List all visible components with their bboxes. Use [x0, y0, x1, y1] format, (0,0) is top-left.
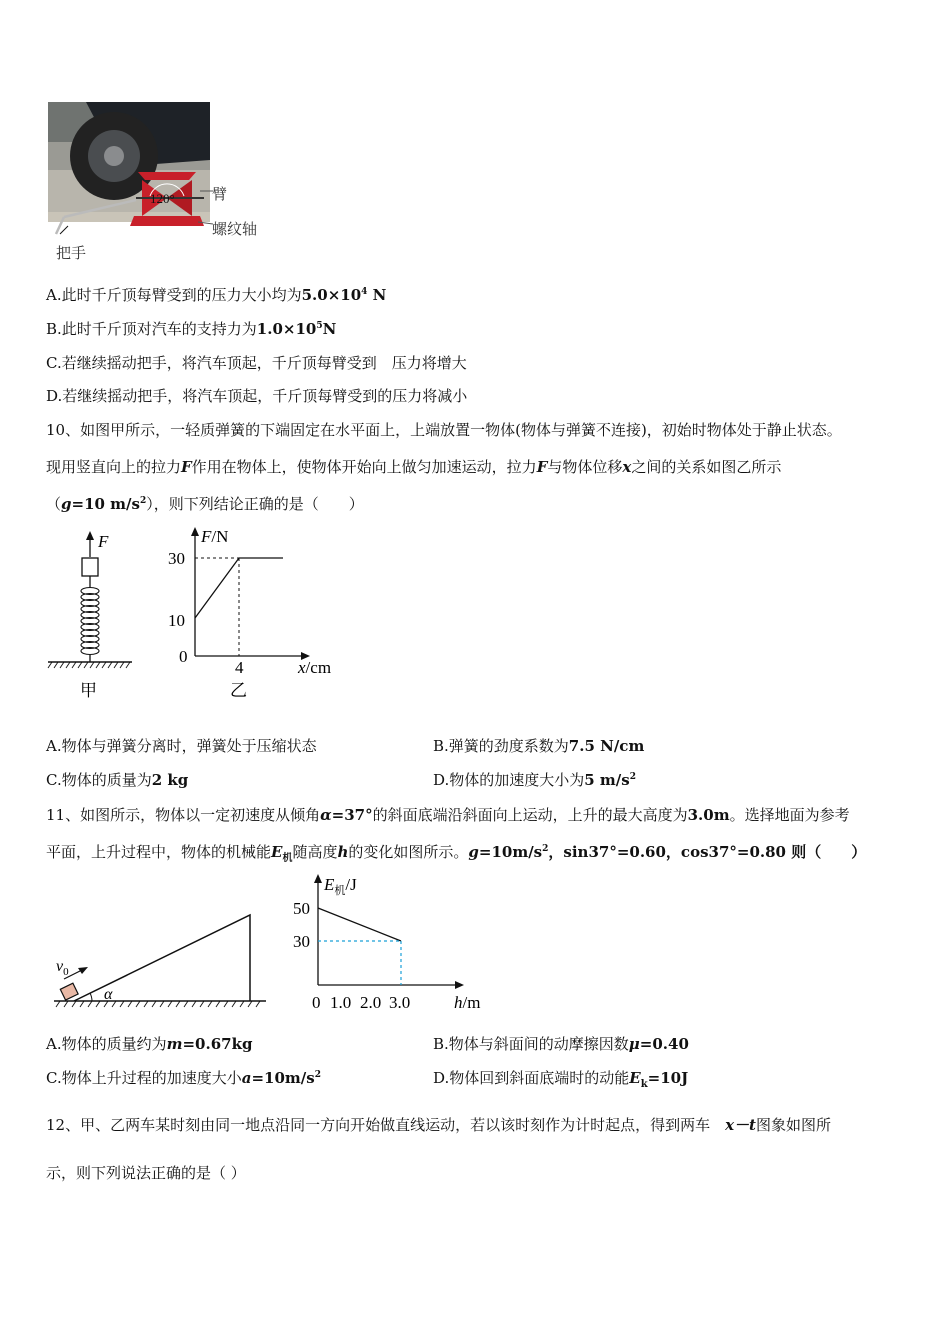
spring-force-label: F	[98, 532, 109, 551]
q11-option-a: A.物体的质量约为m=0.67kg	[46, 1035, 253, 1053]
incline-diagram	[54, 915, 266, 1007]
q10-option-c: C.物体的质量为2 kg	[46, 771, 189, 789]
q11-option-d: D.物体回到斜面底端时的动能$E_k=10J$	[433, 1069, 689, 1090]
q11-stem-line1: 11、如图所示，物体以一定初速度从倾角α=37°的斜面底端沿斜面向上运动，上升的最大高度为3.0m。选择地面为参考	[46, 806, 850, 824]
sliding-block	[60, 983, 78, 1000]
q10-stem-line2: 现用竖直向上的拉力F作用在物体上，使物体开始向上做匀加速运动，拉力F与物体位移x之间的关系如图乙所示	[46, 458, 782, 476]
q11-graph-xlabel: h/m	[454, 993, 481, 1012]
q11-figure	[44, 868, 504, 1018]
spring-diagram	[48, 531, 132, 700]
q11-xtick-3: 3.0	[389, 993, 411, 1012]
incline-alpha-label: α	[104, 986, 113, 1003]
jack-arm-label: 臂	[212, 185, 228, 203]
q11-graph-ylabel: $E_机/J$	[324, 875, 357, 897]
q9-option-c: C.若继续摇动把手，将汽车顶起，千斤顶每臂受到 压力将增大	[46, 354, 467, 372]
q11-option-b: B.物体与斜面间的动摩擦因数μ=0.40	[433, 1035, 689, 1053]
force-displacement-graph	[168, 527, 331, 700]
graph-ylabel: F/N	[201, 527, 229, 546]
jack-handle-label: 把手	[56, 244, 87, 262]
q11-xtick-2: 2.0	[360, 993, 382, 1012]
q10-option-d: D.物体的加速度大小为5 $m/s^2$	[433, 771, 636, 789]
energy-height-graph	[293, 874, 480, 1012]
tick-30: 30	[168, 549, 185, 568]
q10-option-a: A.物体与弹簧分离时，弹簧处于压缩状态	[46, 737, 317, 755]
q9-option-b: B.此时千斤顶对汽车的支持力为$1.0\times 10^5N$	[46, 320, 337, 338]
car-jack-photo	[46, 100, 266, 265]
fig-jia-label: 甲	[80, 681, 97, 700]
energy-line	[318, 908, 401, 941]
q10-option-b: B.弹簧的劲度系数为7.5 N/cm	[433, 737, 645, 755]
jack-screw-label: 螺纹轴	[212, 220, 258, 238]
jack-angle-label: 120°	[150, 191, 175, 206]
q10-stem-line3: （g=10 $m/s^2$），则下列结论正确的是（ ）	[46, 495, 364, 513]
q9-option-d: D.若继续摇动把手，将汽车顶起，千斤顶每臂受到的压力将减小	[46, 387, 468, 405]
q11-option-c: C.物体上升过程的加速度大小$a=10m/s^2$	[46, 1069, 321, 1087]
q12-stem-line1: 12、甲、乙两车某时刻由同一地点沿同一方向开始做直线运动，若以该时刻作为计时起点，得到两车 x－t图象如图所	[46, 1116, 831, 1134]
graph-xlabel: x/cm	[298, 658, 332, 677]
tick-0: 0	[179, 647, 188, 666]
q12-stem-line2: 示，则下列说法正确的是（ ）	[46, 1164, 246, 1182]
car-jack-figure	[46, 100, 266, 265]
q11-tick-30: 30	[293, 932, 310, 951]
tick-10: 10	[168, 611, 185, 630]
q11-stem-line2: 平面，上升过程中，物体的机械能$E_机$随高度h的变化如图所示。$g=10m/s^2$，sin37°=0.60，cos37°=0.80 则（ ）	[46, 843, 867, 864]
fig-yi-label: 乙	[230, 681, 247, 700]
q11-xtick-1: 1.0	[330, 993, 352, 1012]
q11-tick-50: 50	[293, 899, 310, 918]
q11-xtick-0: 0	[312, 993, 321, 1012]
q10-stem-line1: 10、如图甲所示，一轻质弹簧的下端固定在水平面上，上端放置一物体(物体与弹簧不连接)，初始时物体处于静止状态。	[46, 421, 842, 439]
tick-4: 4	[235, 658, 244, 677]
q9-option-a: A.此时千斤顶每臂受到的压力大小均为$5.0\times 10^4$ N	[46, 286, 387, 304]
incline-v0-label: $v_0$	[56, 958, 69, 978]
q10-figure	[40, 525, 360, 705]
